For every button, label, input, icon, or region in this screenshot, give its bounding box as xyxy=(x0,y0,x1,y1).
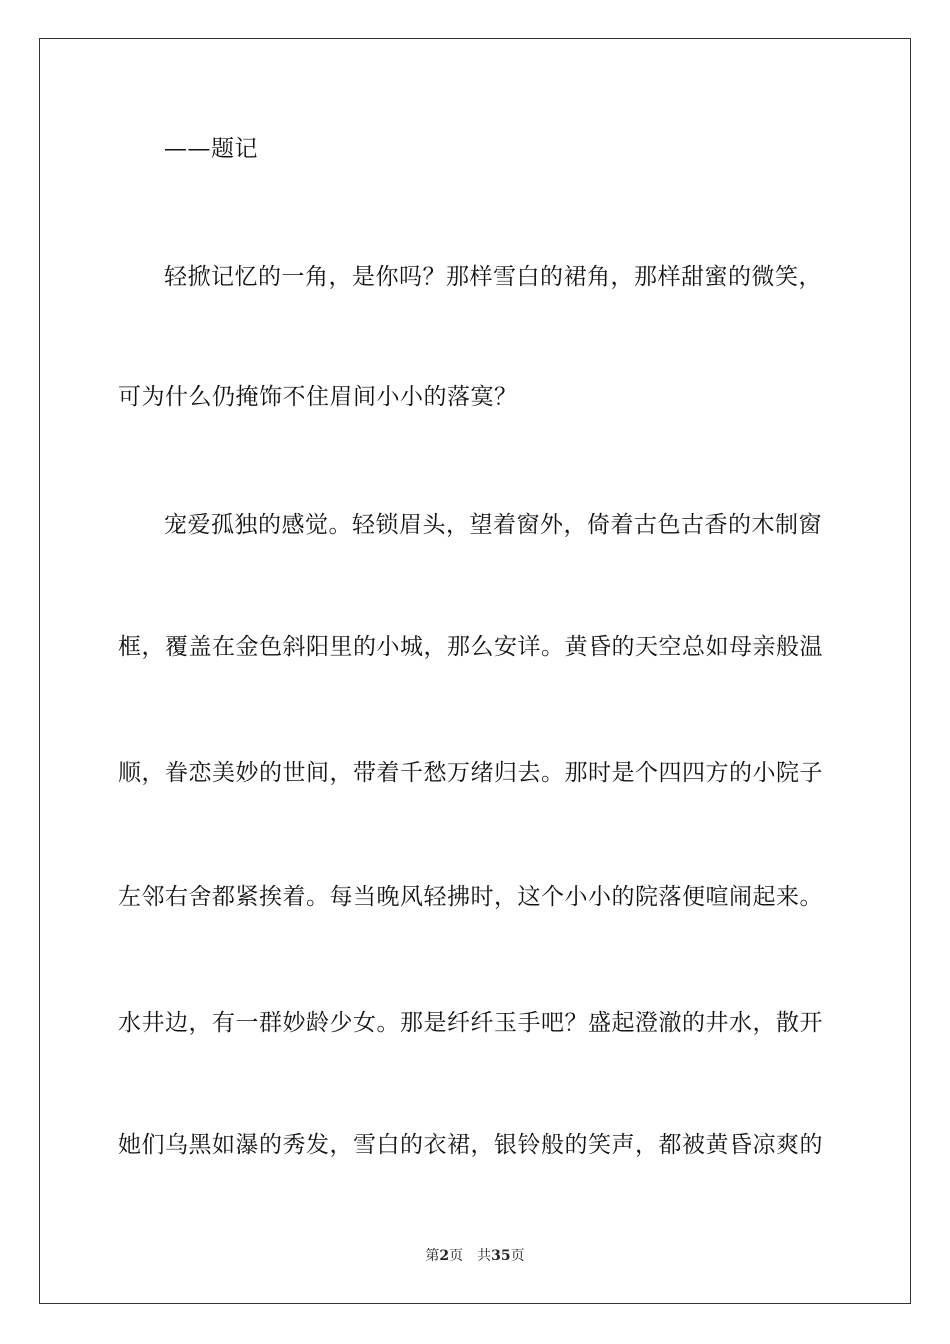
page-footer xyxy=(0,1247,950,1265)
page-prefix: 第 xyxy=(425,1248,440,1264)
page-suffix: 页 xyxy=(449,1248,464,1264)
total-prefix: 共 xyxy=(477,1248,492,1264)
epigraph-attribution: ——题记 xyxy=(164,136,258,162)
total-suffix: 页 xyxy=(510,1248,525,1264)
page-number: 2 xyxy=(439,1248,450,1264)
paragraph-line: 可为什么仍掩饰不住眉间小小的落寞？ xyxy=(118,384,518,410)
paragraph-line: 左邻右舍都紧挨着。每当晚风轻拂时，这个小小的院落便喧闹起来。 xyxy=(118,884,823,910)
paragraph-line: 顺，眷恋美妙的世间，带着千愁万绪归去。那时是个四四方的小院子 xyxy=(118,760,823,786)
paragraph-line: 宠爱孤独的感觉。轻锁眉头，望着窗外，倚着古色古香的木制窗 xyxy=(164,512,822,538)
paragraph-line: 框，覆盖在金色斜阳里的小城，那么安详。黄昏的天空总如母亲般温 xyxy=(118,634,823,660)
paragraph-line: 她们乌黑如瀑的秀发，雪白的衣裙，银铃般的笑声，都被黄昏凉爽的 xyxy=(118,1132,823,1158)
paragraph-line: 轻掀记忆的一角，是你吗？那样雪白的裙角，那样甜蜜的微笑， xyxy=(164,264,822,290)
page-border xyxy=(39,38,911,1304)
paragraph-line: 水井边，有一群妙龄少女。那是纤纤玉手吧？盛起澄澈的井水，散开 xyxy=(118,1010,823,1036)
total-pages: 35 xyxy=(491,1248,511,1264)
